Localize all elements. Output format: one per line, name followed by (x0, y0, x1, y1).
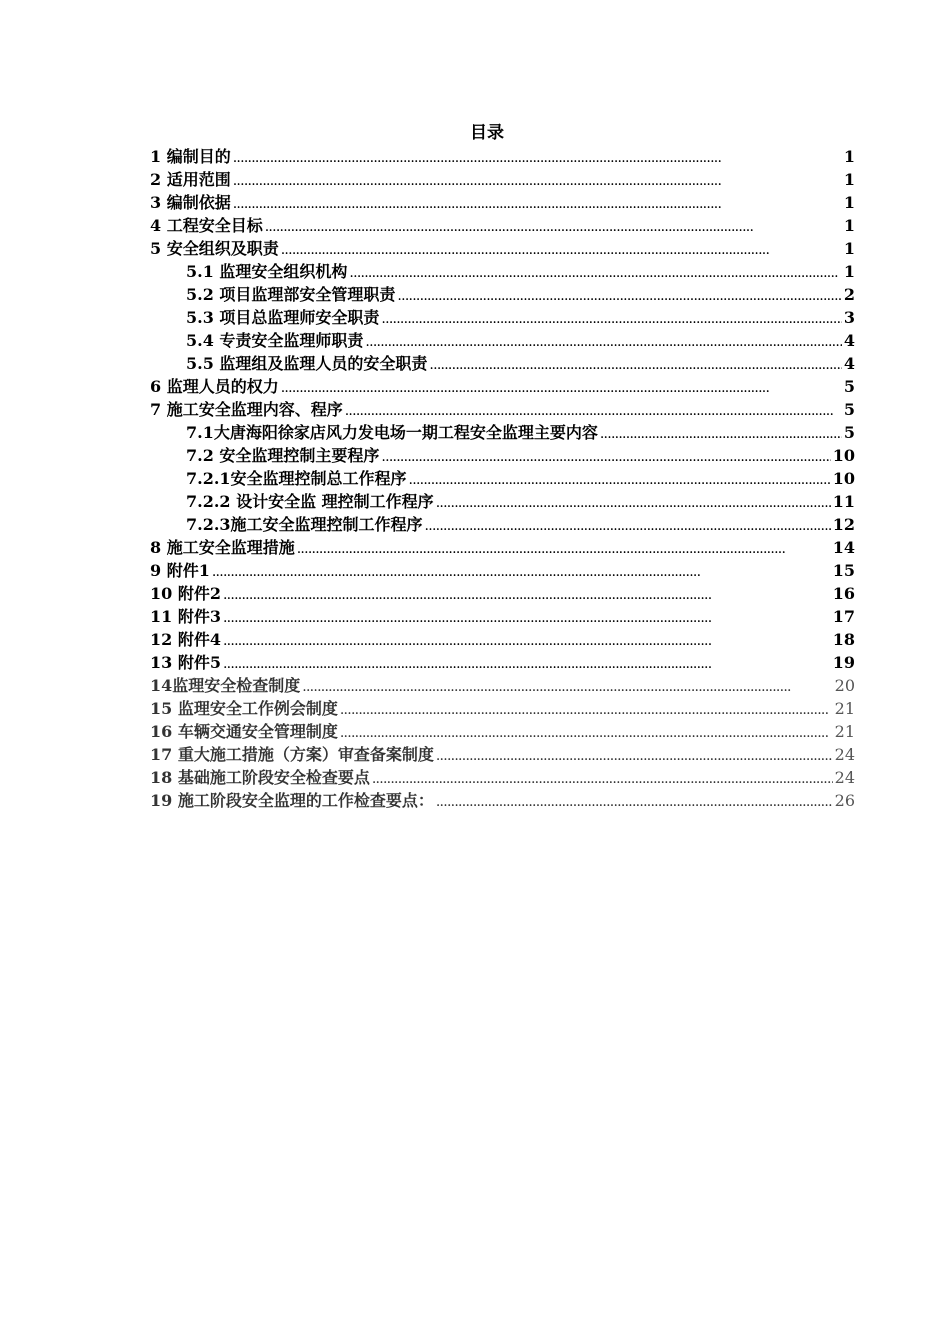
toc-entry-page: 1 (843, 216, 855, 235)
toc-entry-label: 18 基础施工阶段安全检查要点 (150, 768, 370, 787)
toc-entry-label: 5 安全组织及职责 (150, 239, 279, 258)
toc-entry-label: 15 监理安全工作例会制度 (150, 699, 338, 718)
toc-leader-dots (409, 467, 831, 490)
toc-entry[interactable] (150, 720, 855, 743)
toc-entry-label: 5.4 专责安全监理师职责 (186, 331, 364, 350)
toc-entry[interactable] (150, 398, 855, 421)
toc-entry[interactable] (150, 467, 855, 490)
toc-leader-dots (223, 651, 831, 674)
toc-entry-page: 1 (843, 147, 855, 166)
toc-entry[interactable] (150, 559, 855, 582)
toc-entry-label: 5.3 项目总监理师安全职责 (186, 308, 380, 327)
toc-entry-label: 8 施工安全监理措施 (150, 538, 295, 557)
toc-entry-label: 4 工程安全目标 (150, 216, 263, 235)
toc-entry-page: 1 (843, 193, 855, 212)
toc-entry[interactable] (150, 214, 855, 237)
toc-entry[interactable] (150, 283, 855, 306)
toc-leader-dots (436, 743, 833, 766)
toc-entry-page: 20 (834, 676, 855, 695)
toc-entry-label: 16 车辆交通安全管理制度 (150, 722, 338, 741)
toc-entry-page: 4 (843, 354, 855, 373)
toc-entry[interactable] (150, 237, 855, 260)
toc-entry[interactable] (150, 766, 855, 789)
toc-leader-dots (436, 490, 831, 513)
toc-entry-label: 7.1大唐海阳徐家店风力发电场一期工程安全监理主要内容 (186, 423, 598, 442)
toc-leader-dots (223, 605, 831, 628)
toc-entry-page: 1 (843, 239, 855, 258)
toc-entry-page: 19 (832, 653, 855, 672)
toc-entry[interactable] (150, 628, 855, 651)
toc-entry-label: 10 附件2 (150, 584, 221, 603)
toc-entry-label: 5.2 项目监理部安全管理职责 (186, 285, 396, 304)
toc-entry[interactable] (150, 651, 855, 674)
toc-entry-page: 5 (843, 423, 855, 442)
toc-leader-dots (372, 766, 833, 789)
toc-entry-page: 3 (843, 308, 855, 327)
toc-entry[interactable] (150, 513, 855, 536)
toc-leader-dots (233, 168, 842, 191)
toc-entry[interactable] (150, 605, 855, 628)
toc-entry-page: 11 (832, 492, 855, 511)
toc-entry[interactable] (150, 789, 855, 812)
toc-leader-dots (223, 582, 831, 605)
toc-entry-page: 16 (832, 584, 855, 603)
toc-entry[interactable] (150, 375, 855, 398)
toc-entry-page: 5 (843, 400, 855, 419)
toc-leader-dots (223, 628, 831, 651)
toc-leader-dots (265, 214, 842, 237)
toc-leader-dots (233, 191, 842, 214)
toc-entry-label: 17 重大施工措施（方案）审查备案制度 (150, 745, 434, 764)
toc-entry-label: 2 适用范围 (150, 170, 231, 189)
toc-leader-dots (297, 536, 831, 559)
toc-leader-dots (345, 398, 842, 421)
toc-entry[interactable] (150, 743, 855, 766)
toc-entry-label: 1 编制目的 (150, 147, 231, 166)
toc-entry-label: 9 附件1 (150, 561, 210, 580)
toc-leader-dots (281, 375, 842, 398)
toc-entry-page: 12 (832, 515, 855, 534)
toc-entry-label: 19 施工阶段安全监理的工作检查要点： (150, 791, 434, 810)
toc-entry-page: 1 (843, 170, 855, 189)
toc-leader-dots (281, 237, 842, 260)
toc-entry-page: 18 (832, 630, 855, 649)
toc-leader-dots (425, 513, 831, 536)
toc-entry[interactable] (150, 191, 855, 214)
toc-leader-dots (436, 789, 833, 812)
toc-entry-label: 7.2 安全监理控制主要程序 (186, 446, 380, 465)
toc-entry-label: 11 附件3 (150, 607, 221, 626)
toc-entry[interactable] (150, 306, 855, 329)
toc-leader-dots (233, 145, 842, 168)
toc-entry-label: 5.5 监理组及监理人员的安全职责 (186, 354, 428, 373)
toc-title: 目录 (470, 123, 504, 143)
toc-entry-label: 7.2.1安全监理控制总工作程序 (186, 469, 407, 488)
toc-entry-label: 12 附件4 (150, 630, 221, 649)
toc-entry[interactable] (150, 260, 855, 283)
toc-leader-dots (212, 559, 831, 582)
toc-entry[interactable] (150, 582, 855, 605)
toc-entry[interactable] (150, 444, 855, 467)
toc-entry-page: 15 (832, 561, 855, 580)
toc-entry-label: 6 监理人员的权力 (150, 377, 279, 396)
toc-entry-label: 7 施工安全监理内容、程序 (150, 400, 343, 419)
toc-entry-label: 3 编制依据 (150, 193, 231, 212)
toc-entry-page: 24 (834, 745, 855, 764)
toc-entry-page: 21 (834, 722, 855, 741)
toc-entry-label: 7.2.2 设计安全监 理控制工作程序 (186, 492, 434, 511)
toc-entry-page: 17 (832, 607, 855, 626)
toc-entry-page: 1 (843, 262, 855, 281)
toc-entry[interactable] (150, 329, 855, 352)
toc-leader-dots (365, 329, 841, 352)
toc-entry[interactable] (150, 697, 855, 720)
toc-entry[interactable] (150, 674, 855, 697)
toc-leader-dots (340, 697, 833, 720)
toc-leader-dots (349, 260, 841, 283)
toc-entry-page: 14 (832, 538, 855, 557)
toc-entry-page: 5 (843, 377, 855, 396)
toc-entry-page: 10 (832, 446, 855, 465)
toc-leader-dots (429, 352, 841, 375)
toc-leader-dots (600, 421, 842, 444)
toc-entry-page: 10 (832, 469, 855, 488)
toc-leader-dots (340, 720, 833, 743)
toc-entry-label: 13 附件5 (150, 653, 221, 672)
toc-entry-page: 24 (834, 768, 855, 787)
toc-list (150, 145, 855, 812)
toc-entry-label: 14监理安全检查制度 (150, 676, 301, 695)
toc-entry-page: 4 (843, 331, 855, 350)
toc-entry-page: 2 (843, 285, 855, 304)
toc-leader-dots (302, 674, 832, 697)
toc-entry[interactable] (150, 145, 855, 168)
toc-entry-page: 26 (834, 791, 855, 810)
toc-leader-dots (381, 306, 841, 329)
toc-entry-label: 5.1 监理安全组织机构 (186, 262, 348, 281)
toc-entry[interactable] (150, 421, 855, 444)
toc-entry[interactable] (150, 168, 855, 191)
toc-entry[interactable] (150, 536, 855, 559)
toc-entry-label: 7.2.3施工安全监理控制工作程序 (186, 515, 423, 534)
toc-leader-dots (397, 283, 841, 306)
toc-entry[interactable] (150, 490, 855, 513)
toc-leader-dots (381, 444, 830, 467)
toc-entry-page: 21 (834, 699, 855, 718)
toc-entry[interactable] (150, 352, 855, 375)
